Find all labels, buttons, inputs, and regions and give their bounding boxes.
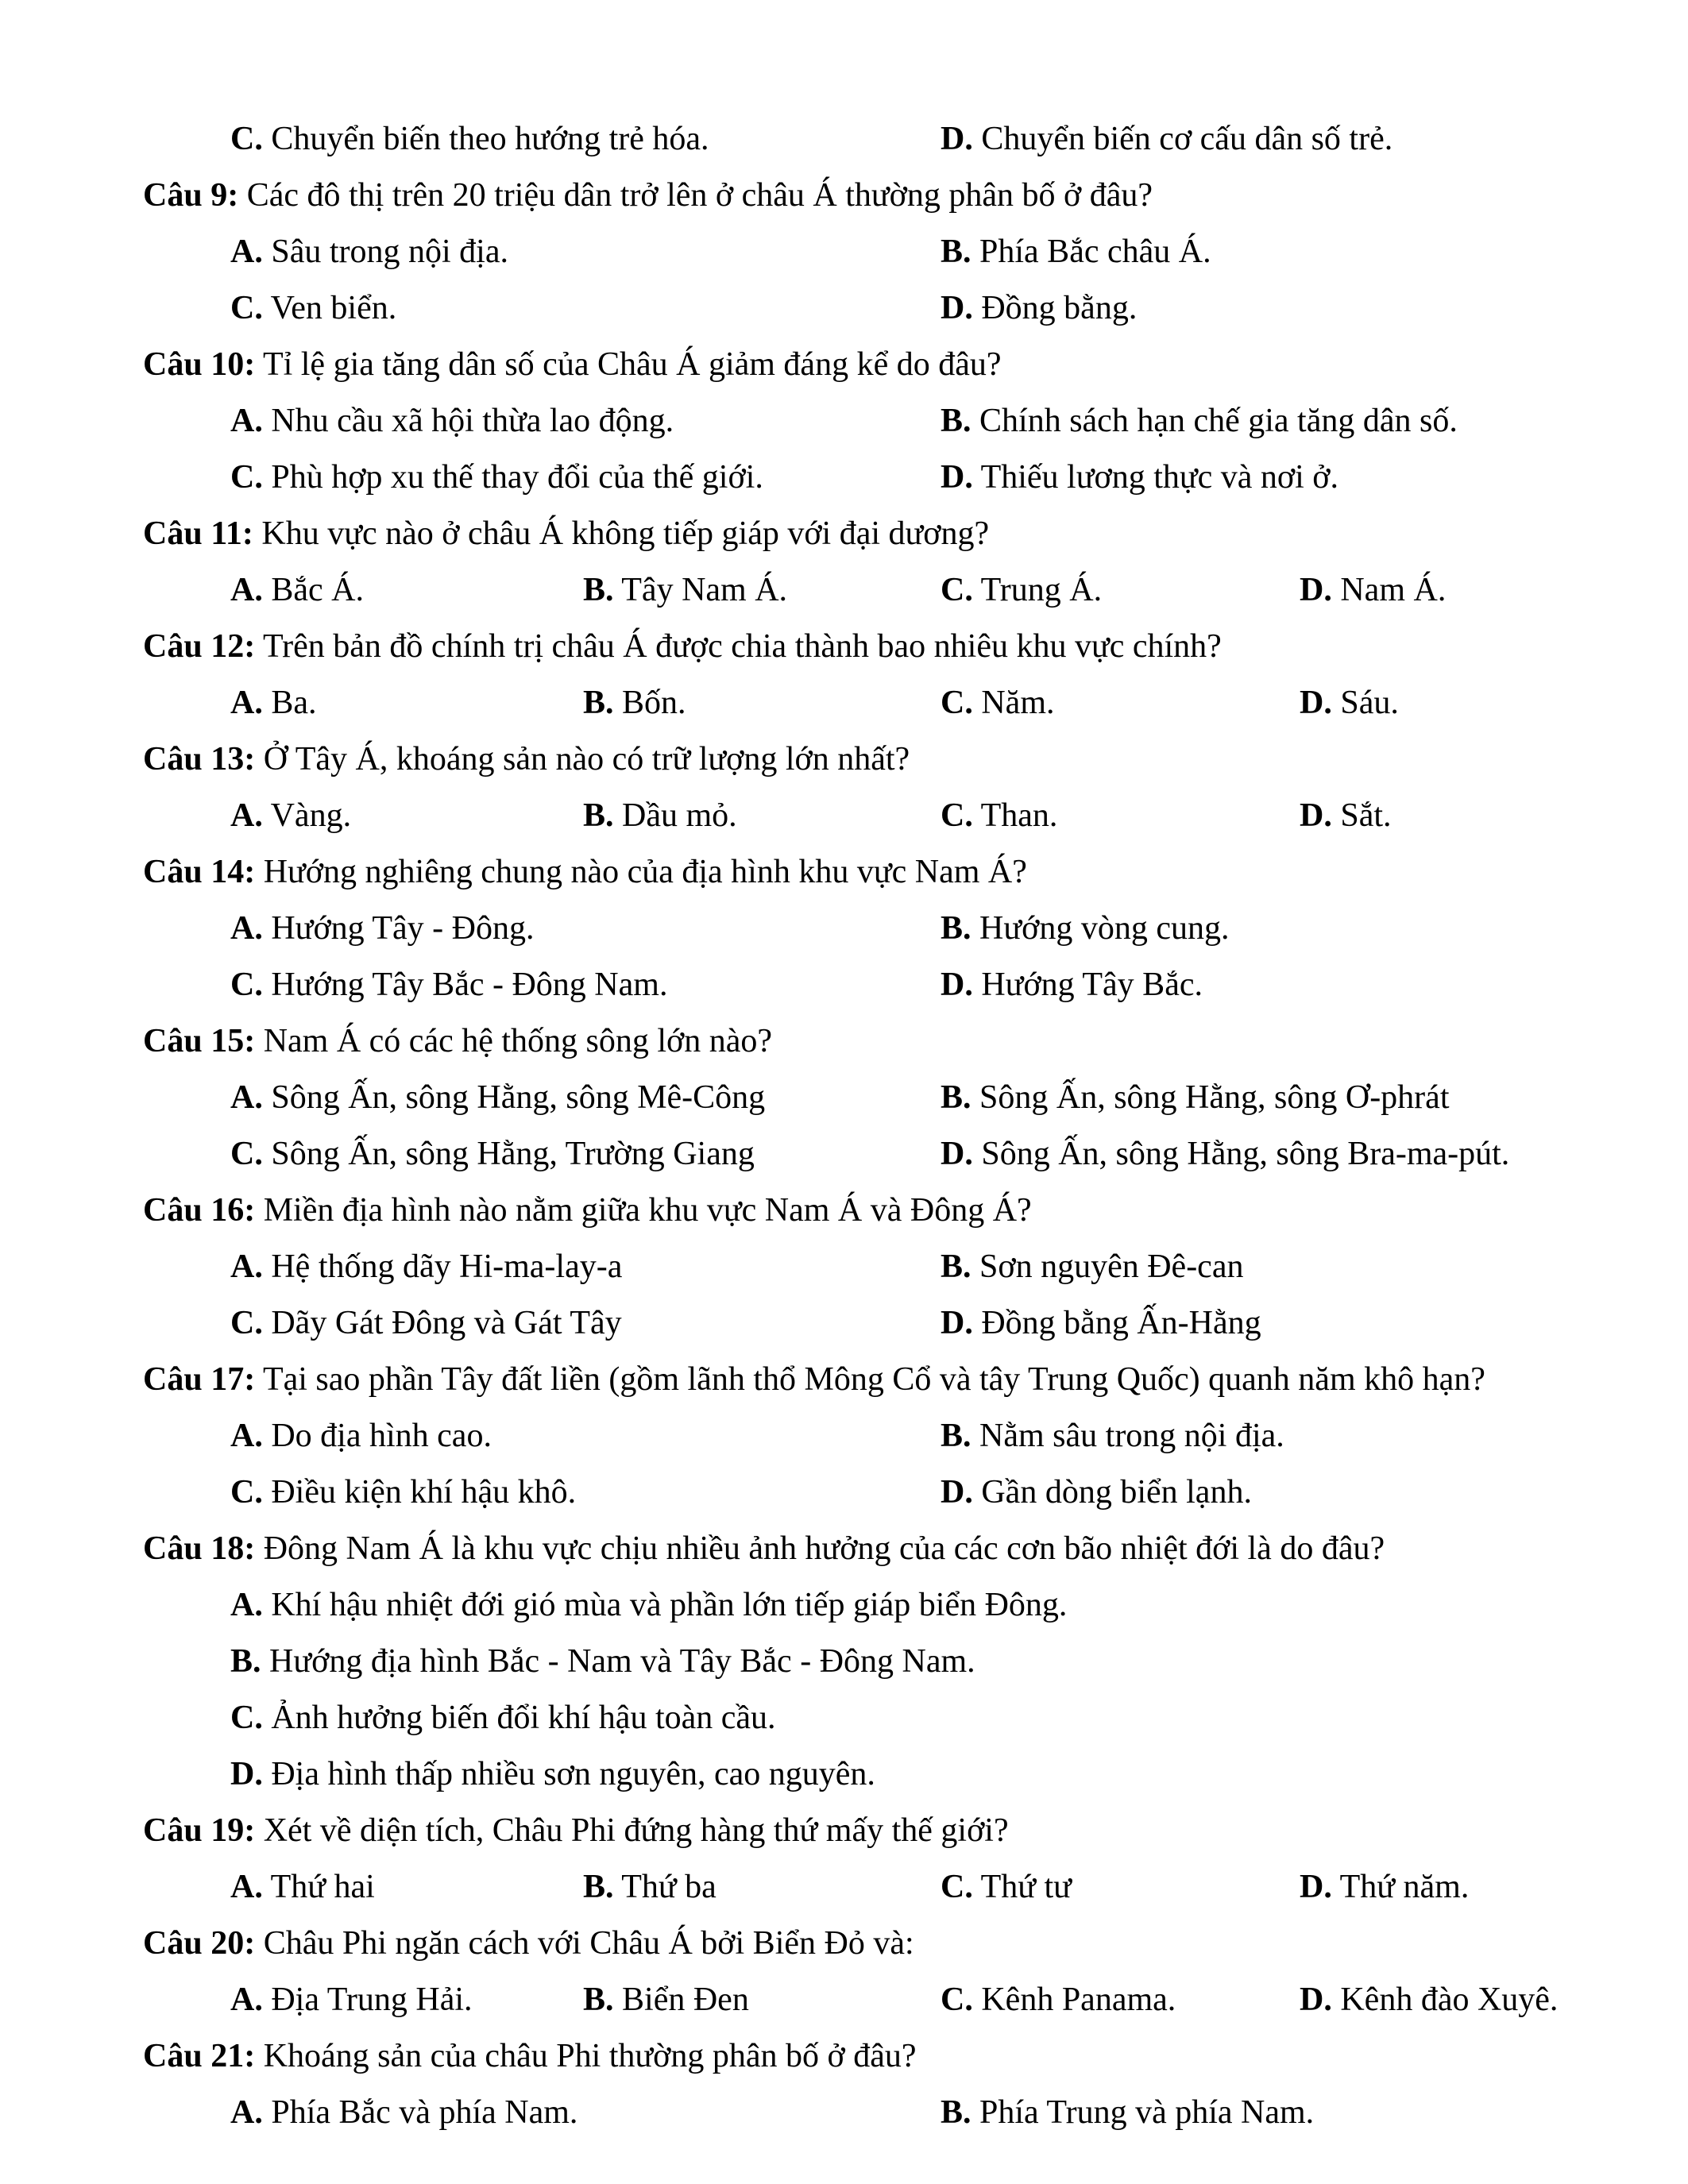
option-letter: C. xyxy=(941,572,973,608)
option-letter: C. xyxy=(230,290,263,326)
option-letter: C. xyxy=(941,797,973,834)
question-text: Nam Á có các hệ thống sông lớn nào? xyxy=(263,1023,773,1059)
question-12-option-c xyxy=(941,675,1300,731)
option-text: Hướng địa hình Bắc - Nam và Tây Bắc - Đông Nam. xyxy=(269,1643,975,1680)
option-text: Chuyển biến cơ cấu dân số trẻ. xyxy=(981,121,1393,157)
question-18-option-a xyxy=(230,1577,1620,1634)
question-21 xyxy=(143,2028,1620,2141)
question-14-option-c xyxy=(230,957,941,1013)
question-11-option-d xyxy=(1300,562,1620,619)
option-text: Thứ hai xyxy=(270,1869,375,1905)
option-text: Sông Ấn, sông Hằng, sông Ơ-phrát xyxy=(979,1079,1450,1116)
option-text: Phù hợp xu thế thay đổi của thế giới. xyxy=(271,459,763,496)
option-letter: D. xyxy=(941,290,973,326)
question-8-option-d xyxy=(941,111,1620,168)
option-text: Đồng bằng. xyxy=(981,290,1138,326)
option-letter: A. xyxy=(230,1248,263,1285)
question-19-option-d xyxy=(1300,1859,1620,1916)
question-10-options-row-1 xyxy=(230,393,1620,450)
option-text: Chính sách hạn chế gia tăng dân số. xyxy=(979,403,1458,439)
question-number: Câu 20: xyxy=(143,1925,256,1962)
option-text: Do địa hình cao. xyxy=(271,1418,492,1454)
option-letter: C. xyxy=(941,1981,973,2018)
option-letter: A. xyxy=(230,233,263,270)
option-letter: A. xyxy=(230,910,263,947)
question-9 xyxy=(143,168,1620,337)
question-number: Câu 12: xyxy=(143,628,256,665)
option-letter: D. xyxy=(1300,685,1332,721)
question-21-option-b xyxy=(941,2085,1620,2141)
question-10-options-row-2 xyxy=(230,450,1620,506)
question-13-options-row xyxy=(230,788,1620,844)
option-letter: B. xyxy=(941,403,971,439)
question-10-option-d xyxy=(941,450,1620,506)
question-14-option-a xyxy=(230,901,941,957)
question-19-option-c xyxy=(941,1859,1300,1916)
question-11-option-c xyxy=(941,562,1300,619)
option-text: Tây Nam Á. xyxy=(621,572,788,608)
question-17-stem xyxy=(143,1352,1620,1408)
option-letter: D. xyxy=(1300,572,1332,608)
question-text: Trên bản đồ chính trị châu Á được chia thành bao nhiêu khu vực chính? xyxy=(262,628,1222,665)
option-text: Kênh đào Xuyê. xyxy=(1340,1981,1559,2018)
option-text: Sơn nguyên Đê-can xyxy=(979,1248,1244,1285)
question-11-stem xyxy=(143,506,1620,562)
option-text: Ba. xyxy=(271,685,317,721)
question-12 xyxy=(143,619,1620,731)
question-17-option-c xyxy=(230,1464,941,1521)
question-16-options-row-2 xyxy=(230,1295,1620,1352)
question-20-option-a xyxy=(230,1972,583,2028)
question-19-options-row xyxy=(230,1859,1620,1916)
question-number: Câu 13: xyxy=(143,741,256,778)
question-20-option-d xyxy=(1300,1972,1620,2028)
option-text: Điều kiện khí hậu khô. xyxy=(271,1474,577,1511)
question-8 xyxy=(143,111,1620,168)
question-9-stem xyxy=(143,168,1620,224)
option-letter: A. xyxy=(230,797,263,834)
option-letter: D. xyxy=(1300,1869,1332,1905)
option-letter: B. xyxy=(941,1079,971,1116)
question-17-options-row-1 xyxy=(230,1408,1620,1464)
option-letter: B. xyxy=(583,797,614,834)
option-text: Thứ tư xyxy=(980,1869,1072,1905)
option-letter: B. xyxy=(230,1643,261,1680)
question-15-options-row-2 xyxy=(230,1126,1620,1183)
question-number: Câu 15: xyxy=(143,1023,256,1059)
question-10-option-a xyxy=(230,393,941,450)
option-text: Hướng Tây Bắc - Đông Nam. xyxy=(271,967,668,1003)
question-text: Đông Nam Á là khu vực chịu nhiều ảnh hưởng của các cơn bão nhiệt đới là do đâu? xyxy=(263,1530,1385,1567)
question-text: Hướng nghiêng chung nào của địa hình khu vực Nam Á? xyxy=(263,854,1027,890)
question-number: Câu 16: xyxy=(143,1192,256,1229)
question-14-option-d xyxy=(941,957,1620,1013)
option-text: Sông Ấn, sông Hằng, Trường Giang xyxy=(271,1136,755,1172)
option-letter: C. xyxy=(230,1136,263,1172)
option-text: Nằm sâu trong nội địa. xyxy=(979,1418,1284,1454)
option-letter: A. xyxy=(230,1869,263,1905)
question-text: Các đô thị trên 20 triệu dân trở lên ở châu Á thường phân bố ở đâu? xyxy=(246,177,1153,214)
option-text: Hệ thống dãy Hi-ma-lay-a xyxy=(271,1248,623,1285)
question-15-option-c xyxy=(230,1126,941,1183)
option-letter: C. xyxy=(941,685,973,721)
question-21-option-a xyxy=(230,2085,941,2141)
question-15-option-d xyxy=(941,1126,1620,1183)
question-10 xyxy=(143,337,1620,506)
option-letter: B. xyxy=(583,685,614,721)
option-text: Thiếu lương thực và nơi ở. xyxy=(980,459,1339,496)
question-18-option-c xyxy=(230,1690,1620,1746)
option-letter: B. xyxy=(941,2094,971,2131)
option-letter: D. xyxy=(1300,1981,1332,2018)
question-9-option-a xyxy=(230,224,941,280)
option-letter: A. xyxy=(230,403,263,439)
option-letter: B. xyxy=(941,233,971,270)
question-17 xyxy=(143,1352,1620,1521)
option-text: Sông Ấn, sông Hằng, sông Mê-Công xyxy=(271,1079,766,1116)
option-letter: A. xyxy=(230,1981,263,2018)
question-15-option-b xyxy=(941,1070,1620,1126)
option-text: Kênh Panama. xyxy=(981,1981,1176,2018)
question-16 xyxy=(143,1183,1620,1352)
option-letter: D. xyxy=(1300,797,1332,834)
question-13 xyxy=(143,731,1620,844)
question-number: Câu 11: xyxy=(143,515,253,552)
option-text: Trung Á. xyxy=(980,572,1103,608)
question-19-stem xyxy=(143,1803,1620,1859)
option-letter: A. xyxy=(230,2094,263,2131)
question-15-option-a xyxy=(230,1070,941,1126)
question-9-option-d xyxy=(941,280,1620,337)
option-text: Nam Á. xyxy=(1340,572,1447,608)
option-text: Than. xyxy=(980,797,1058,834)
question-12-option-b xyxy=(583,675,941,731)
option-text: Biển Đen xyxy=(622,1981,749,2018)
question-19-option-b xyxy=(583,1859,941,1916)
option-letter: B. xyxy=(583,1981,614,2018)
question-18-option-d xyxy=(230,1746,1620,1803)
question-16-options-row-1 xyxy=(230,1239,1620,1295)
question-9-option-c xyxy=(230,280,941,337)
question-10-option-c xyxy=(230,450,941,506)
question-12-options-row xyxy=(230,675,1620,731)
question-18-option-b xyxy=(230,1634,1620,1690)
question-21-stem xyxy=(143,2028,1620,2085)
question-11-option-b xyxy=(583,562,941,619)
question-text: Tỉ lệ gia tăng dân số của Châu Á giảm đáng kể do đâu? xyxy=(262,346,1002,383)
question-11-options-row xyxy=(230,562,1620,619)
question-text: Khu vực nào ở châu Á không tiếp giáp với đại dương? xyxy=(261,515,990,552)
option-text: Bắc Á. xyxy=(271,572,364,608)
question-number: Câu 19: xyxy=(143,1812,256,1849)
option-letter: A. xyxy=(230,572,263,608)
option-letter: B. xyxy=(941,1418,971,1454)
question-text: Tại sao phần Tây đất liền (gồm lãnh thổ Mông Cổ và tây Trung Quốc) quanh năm khô hạn? xyxy=(262,1361,1485,1398)
option-letter: A. xyxy=(230,1079,263,1116)
option-text: Ảnh hưởng biến đổi khí hậu toàn cầu. xyxy=(271,1700,776,1736)
question-21-options-row xyxy=(230,2085,1620,2141)
question-20-stem xyxy=(143,1916,1620,1972)
question-19-option-a xyxy=(230,1859,583,1916)
question-number: Câu 10: xyxy=(143,346,256,383)
option-text: Khí hậu nhiệt đới gió mùa và phần lớn tiếp giáp biển Đông. xyxy=(271,1587,1068,1623)
option-letter: B. xyxy=(941,910,971,947)
question-12-stem xyxy=(143,619,1620,675)
option-text: Phía Bắc và phía Nam. xyxy=(271,2094,578,2131)
question-14-options-row-1 xyxy=(230,901,1620,957)
option-text: Gần dòng biển lạnh. xyxy=(981,1474,1252,1511)
question-text: Miền địa hình nào nằm giữa khu vực Nam Á và Đông Á? xyxy=(263,1192,1032,1229)
option-text: Sắt. xyxy=(1340,797,1392,834)
question-20-options-row xyxy=(230,1972,1620,2028)
question-number: Câu 18: xyxy=(143,1530,256,1567)
question-14-option-b xyxy=(941,901,1620,957)
question-17-option-d xyxy=(941,1464,1620,1521)
question-13-option-c xyxy=(941,788,1300,844)
question-14 xyxy=(143,844,1620,1013)
question-16-option-d xyxy=(941,1295,1620,1352)
option-letter: B. xyxy=(583,1869,614,1905)
option-text: Nhu cầu xã hội thừa lao động. xyxy=(271,403,674,439)
question-10-option-b xyxy=(941,393,1620,450)
question-13-stem xyxy=(143,731,1620,788)
option-letter: D. xyxy=(941,1305,973,1341)
question-20-option-c xyxy=(941,1972,1300,2028)
question-17-option-b xyxy=(941,1408,1620,1464)
option-letter: C. xyxy=(230,1700,263,1736)
option-text: Thứ ba xyxy=(621,1869,717,1905)
option-letter: C. xyxy=(941,1869,973,1905)
question-15-stem xyxy=(143,1013,1620,1070)
question-17-options-row-2 xyxy=(230,1464,1620,1521)
question-12-option-d xyxy=(1300,675,1620,731)
question-19 xyxy=(143,1803,1620,1916)
option-text: Chuyển biến theo hướng trẻ hóa. xyxy=(271,121,709,157)
option-text: Ven biển. xyxy=(270,290,397,326)
question-number: Câu 17: xyxy=(143,1361,256,1398)
option-text: Phía Bắc châu Á. xyxy=(979,233,1211,270)
question-15-options-row-1 xyxy=(230,1070,1620,1126)
option-text: Hướng vòng cung. xyxy=(979,910,1230,947)
option-letter: D. xyxy=(941,459,973,496)
question-8-option-c xyxy=(230,111,941,168)
question-number: Câu 21: xyxy=(143,2038,256,2074)
question-18-stem xyxy=(143,1521,1620,1577)
option-letter: C. xyxy=(230,459,263,496)
option-letter: D. xyxy=(230,1756,263,1792)
option-text: Sâu trong nội địa. xyxy=(271,233,508,270)
option-letter: A. xyxy=(230,1418,263,1454)
option-letter: D. xyxy=(941,121,973,157)
option-letter: B. xyxy=(941,1248,971,1285)
question-13-option-b xyxy=(583,788,941,844)
option-text: Bốn. xyxy=(622,685,686,721)
option-letter: D. xyxy=(941,967,973,1003)
option-letter: A. xyxy=(230,685,263,721)
question-15 xyxy=(143,1013,1620,1183)
question-number: Câu 9: xyxy=(143,177,239,214)
option-letter: C. xyxy=(230,1474,263,1511)
question-13-option-a xyxy=(230,788,583,844)
option-text: Dầu mỏ. xyxy=(622,797,737,834)
option-letter: D. xyxy=(941,1136,973,1172)
question-number: Câu 14: xyxy=(143,854,256,890)
option-text: Hướng Tây Bắc. xyxy=(981,967,1203,1003)
question-text: Xét về diện tích, Châu Phi đứng hàng thứ mấy thế giới? xyxy=(263,1812,1009,1849)
question-11-option-a xyxy=(230,562,583,619)
option-letter: B. xyxy=(583,572,614,608)
option-text: Phía Trung và phía Nam. xyxy=(979,2094,1315,2131)
question-9-options-row-2 xyxy=(230,280,1620,337)
question-17-option-a xyxy=(230,1408,941,1464)
question-text: Khoáng sản của châu Phi thường phân bố ở đâu? xyxy=(263,2038,917,2074)
question-text: Châu Phi ngăn cách với Châu Á bởi Biển Đỏ và: xyxy=(263,1925,914,1962)
option-text: Vàng. xyxy=(270,797,352,834)
question-16-option-b xyxy=(941,1239,1620,1295)
option-letter: A. xyxy=(230,1587,263,1623)
question-18-options-rows xyxy=(230,1577,1620,1803)
question-text: Ở Tây Á, khoáng sản nào có trữ lượng lớn nhất? xyxy=(263,741,910,778)
question-9-option-b xyxy=(941,224,1620,280)
question-12-option-a xyxy=(230,675,583,731)
question-16-option-a xyxy=(230,1239,941,1295)
option-text: Thứ năm. xyxy=(1339,1869,1470,1905)
question-14-stem xyxy=(143,844,1620,901)
option-letter: C. xyxy=(230,967,263,1003)
question-11 xyxy=(143,506,1620,619)
question-18 xyxy=(143,1521,1620,1803)
question-14-options-row-2 xyxy=(230,957,1620,1013)
question-9-options-row-1 xyxy=(230,224,1620,280)
option-text: Địa Trung Hải. xyxy=(271,1981,473,2018)
option-text: Sông Ấn, sông Hằng, sông Bra-ma-pút. xyxy=(981,1136,1510,1172)
option-text: Địa hình thấp nhiều sơn nguyên, cao nguyên. xyxy=(271,1756,875,1792)
option-letter: C. xyxy=(230,1305,263,1341)
question-10-stem xyxy=(143,337,1620,393)
option-text: Đồng bằng Ấn-Hằng xyxy=(981,1305,1261,1341)
option-text: Dãy Gát Đông và Gát Tây xyxy=(271,1305,622,1341)
option-letter: D. xyxy=(941,1474,973,1511)
question-8-options-row xyxy=(230,111,1620,168)
option-text: Sáu. xyxy=(1340,685,1399,721)
option-text: Hướng Tây - Đông. xyxy=(271,910,535,947)
option-text: Năm. xyxy=(981,685,1055,721)
question-20 xyxy=(143,1916,1620,2028)
question-20-option-b xyxy=(583,1972,941,2028)
question-16-stem xyxy=(143,1183,1620,1239)
question-13-option-d xyxy=(1300,788,1620,844)
question-16-option-c xyxy=(230,1295,941,1352)
option-letter: C. xyxy=(230,121,263,157)
